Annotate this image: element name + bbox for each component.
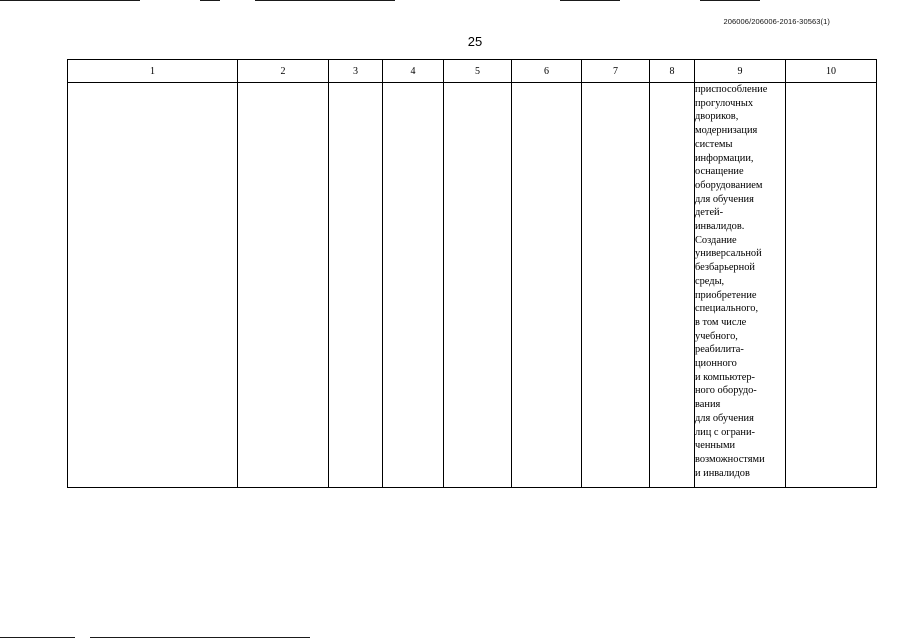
column-header-5: 5: [444, 60, 512, 83]
cell-col-9-description: приспособление прогулочных двориков, модернизация системы информации, оснащение оборудованием для обучения детей- инвалидов. Создание универсальной безбарьерной среды, приобретение специального, в том числе учебного, реабилита- ционного и компьютер- ного оборудо- вания для обучения лиц с ограни- ченными возможностями и инвалидов: [695, 83, 786, 488]
cell-col-10: [786, 83, 877, 488]
cell-col-5: [444, 83, 512, 488]
column-header-10: 10: [786, 60, 877, 83]
top-scan-line-4: [560, 0, 620, 1]
bottom-scan-line-2: [90, 637, 310, 638]
bottom-scan-line-1: [0, 637, 75, 638]
column-header-7: 7: [582, 60, 650, 83]
top-scan-line-1: [0, 0, 140, 1]
table-row: [68, 83, 877, 488]
document-id: 206006/206006-2016-30563(1): [723, 17, 830, 26]
data-table: [67, 59, 877, 488]
top-scan-line-5: [700, 0, 760, 1]
cell-col-6: [512, 83, 582, 488]
column-header-2: 2: [238, 60, 329, 83]
cell-col-1: [68, 83, 238, 488]
header-row: [68, 60, 877, 83]
cell-col-8: [650, 83, 695, 488]
page-number: 25: [467, 34, 483, 49]
cell-col-7: [582, 83, 650, 488]
column-header-1: 1: [68, 60, 238, 83]
cell-col-4: [383, 83, 444, 488]
column-header-9: 9: [695, 60, 786, 83]
cell-col-2: [238, 83, 329, 488]
column-header-8: 8: [650, 60, 695, 83]
column-header-4: 4: [383, 60, 444, 83]
top-scan-line-3: [255, 0, 395, 1]
column-header-6: 6: [512, 60, 582, 83]
column-header-3: 3: [329, 60, 383, 83]
cell-col-3: [329, 83, 383, 488]
top-scan-line-2: [200, 0, 220, 1]
